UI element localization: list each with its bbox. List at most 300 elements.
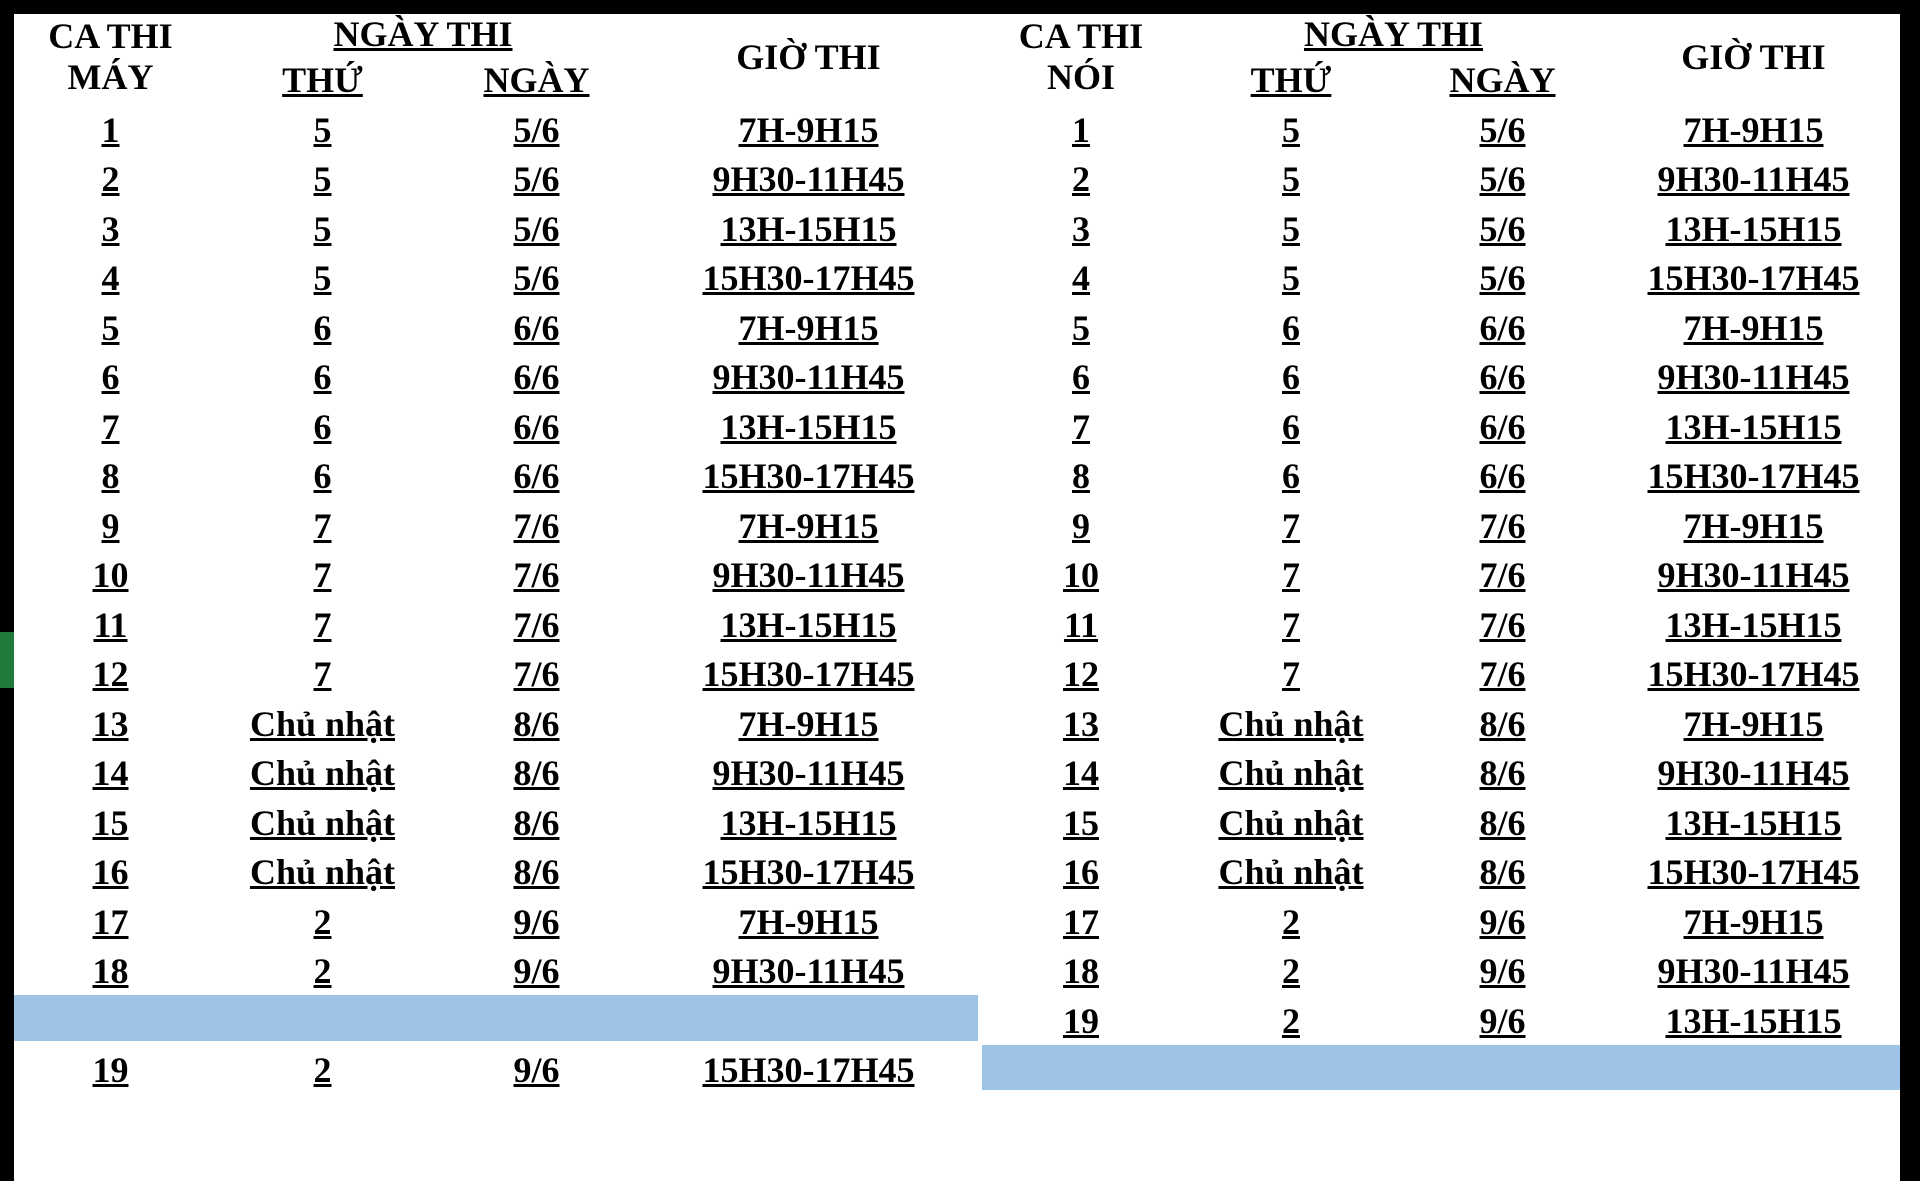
may-gio-value: 15H30-17H45 — [702, 1050, 915, 1090]
may-session-cell[interactable] — [14, 649, 207, 694]
may-gio-value: 9H30-11H45 — [712, 753, 905, 793]
noi-gio-value: 9H30-11H45 — [1657, 753, 1850, 793]
noi-thu-cell[interactable] — [1184, 797, 1398, 843]
noi-session-value: 6 — [1072, 357, 1090, 397]
may-ngay-cell[interactable] — [438, 896, 635, 942]
may-thu-value: 6 — [313, 357, 332, 397]
may-session-value: 14 — [92, 753, 129, 793]
may-thu-cell[interactable] — [211, 847, 434, 892]
may-session-cell[interactable] — [14, 550, 207, 595]
noi-gio-cell[interactable] — [1607, 401, 1900, 447]
may-thu-cell[interactable] — [211, 352, 434, 397]
noi-gio-value: 13H-15H15 — [1665, 407, 1842, 447]
may-ngay-cell[interactable] — [438, 698, 635, 744]
may-ngay-value: 5/6 — [513, 110, 560, 150]
noi-thu-value: 2 — [1282, 951, 1300, 991]
may-session-cell[interactable] — [14, 946, 207, 991]
noi-thu-cell[interactable] — [1184, 896, 1398, 942]
may-gio-cell[interactable] — [639, 1045, 978, 1090]
noi-ngay-value: 8/6 — [1479, 704, 1526, 744]
may-ngay-value: 6/6 — [513, 308, 560, 348]
may-gio-cell[interactable] — [639, 154, 978, 199]
noi-ngay-value: 8/6 — [1479, 753, 1526, 793]
may-thu-label: THỨ — [282, 60, 363, 100]
noi-thu-value: 5 — [1282, 258, 1300, 298]
noi-thu-value: 6 — [1282, 357, 1300, 397]
may-thu-cell[interactable] — [211, 104, 434, 150]
noi-gio-cell[interactable] — [1607, 797, 1900, 843]
noi-thu-value: 6 — [1282, 308, 1300, 348]
may-ngay-value: 6/6 — [513, 407, 560, 447]
may-gio-value: 7H-9H15 — [738, 506, 879, 546]
noi-session-value: 15 — [1063, 803, 1099, 843]
noi-session-value: 12 — [1063, 654, 1099, 694]
noi-gio-cell[interactable] — [1607, 550, 1900, 595]
may-thu-value: 2 — [313, 902, 332, 942]
may-gio-cell[interactable] — [639, 253, 978, 298]
may-ngay-value: 8/6 — [513, 753, 560, 793]
noi-gio-value: 13H-15H15 — [1665, 605, 1842, 645]
noi-gio-value: 7H-9H15 — [1683, 308, 1824, 348]
may-thu-value: 7 — [313, 555, 332, 595]
may-ngay-cell[interactable] — [438, 302, 635, 348]
may-thu-cell[interactable] — [211, 1045, 434, 1090]
may-session-value: 11 — [93, 605, 128, 645]
noi-ngay-value: 9/6 — [1479, 902, 1526, 942]
may-ngay-thi-label: NGÀY THI — [333, 14, 513, 52]
noi-session-value: 11 — [1063, 605, 1098, 645]
may-session-cell[interactable] — [14, 797, 207, 843]
noi-session-value: 14 — [1063, 753, 1099, 793]
may-thu-cell[interactable] — [211, 946, 434, 991]
noi-ngay-value: 6/6 — [1479, 308, 1526, 348]
may-gio-cell[interactable] — [639, 797, 978, 843]
noi-thu-value: 5 — [1282, 209, 1300, 249]
noi-thu-value: 5 — [1282, 110, 1300, 150]
noi-gio-value: 15H30-17H45 — [1647, 654, 1860, 694]
may-session-cell[interactable] — [14, 401, 207, 447]
may-gio-cell[interactable] — [639, 748, 978, 793]
noi-gio-value: 9H30-11H45 — [1657, 951, 1850, 991]
may-ngay-cell[interactable] — [438, 203, 635, 249]
noi-thu-cell[interactable] — [1184, 104, 1398, 150]
may-gio-value: 13H-15H15 — [720, 209, 897, 249]
noi-ngay-cell[interactable] — [1402, 203, 1603, 249]
noi-ngay-cell[interactable] — [1402, 500, 1603, 546]
noi-session-value: 2 — [1072, 159, 1090, 199]
noi-thu-cell[interactable] — [1184, 302, 1398, 348]
may-gio-value: 9H30-11H45 — [712, 159, 905, 199]
noi-ngay-value: 5/6 — [1479, 159, 1526, 199]
may-thu-cell[interactable] — [211, 451, 434, 496]
may-thu-value: 2 — [313, 951, 332, 991]
may-thu-cell[interactable] — [211, 550, 434, 595]
may-thu-cell[interactable] — [211, 253, 434, 298]
noi-ngay-cell[interactable] — [1402, 797, 1603, 843]
noi-thu-value: 5 — [1282, 159, 1300, 199]
may-session-cell[interactable] — [14, 253, 207, 298]
may-thu-cell[interactable] — [211, 154, 434, 199]
noi-thu-cell[interactable] — [1184, 451, 1398, 496]
may-session-cell[interactable] — [14, 896, 207, 942]
noi-session-cell[interactable] — [982, 550, 1180, 595]
may-session-value: 12 — [92, 654, 129, 694]
may-thu-value: Chủ nhật — [249, 704, 396, 744]
noi-session-value: 8 — [1072, 456, 1090, 496]
may-ngay-cell[interactable] — [438, 104, 635, 150]
noi-ngay-value: 7/6 — [1479, 654, 1526, 694]
noi-ngay-cell[interactable] — [1402, 649, 1603, 694]
noi-gio-cell[interactable] — [1607, 203, 1900, 249]
noi-thu-value: 7 — [1282, 555, 1300, 595]
noi-ngay-cell[interactable] — [1402, 154, 1603, 199]
noi-gio-cell[interactable] — [1607, 451, 1900, 496]
noi-gio-cell[interactable] — [1607, 104, 1900, 150]
noi-gio-cell[interactable] — [1607, 847, 1900, 892]
may-session-cell[interactable] — [14, 599, 207, 645]
noi-gio-cell[interactable] — [1607, 748, 1900, 793]
noi-gio-value: 9H30-11H45 — [1657, 159, 1850, 199]
noi-gio-cell[interactable] — [1607, 995, 1900, 1041]
may-session-cell[interactable] — [14, 352, 207, 397]
may-gio-cell[interactable] — [639, 104, 978, 150]
noi-gio-value: 7H-9H15 — [1683, 902, 1824, 942]
may-session-cell[interactable] — [14, 203, 207, 249]
may-session-value: 15 — [92, 803, 129, 843]
may-ngay-label: NGÀY — [483, 60, 590, 100]
may-gio-value: 15H30-17H45 — [702, 258, 915, 298]
noi-ngay-value: 5/6 — [1479, 110, 1526, 150]
noi-ngay-cell[interactable] — [1402, 599, 1603, 645]
noi-ngay-value: 6/6 — [1479, 456, 1526, 496]
may-session-cell[interactable] — [14, 847, 207, 892]
may-thu-cell[interactable] — [211, 797, 434, 843]
may-thu-cell[interactable] — [211, 748, 434, 793]
noi-gio-value: 7H-9H15 — [1683, 506, 1824, 546]
noi-gio-value: 9H30-11H45 — [1657, 357, 1850, 397]
noi-gio-value: 15H30-17H45 — [1647, 852, 1860, 892]
may-ngay-cell[interactable] — [438, 253, 635, 298]
may-gio-cell[interactable] — [639, 352, 978, 397]
noi-gio-cell[interactable] — [1607, 253, 1900, 298]
noi-ngay-label: NGÀY — [1449, 60, 1556, 100]
noi-session-value: 13 — [1063, 704, 1099, 744]
may-ngay-value: 7/6 — [513, 555, 560, 595]
noi-session-cell[interactable] — [982, 599, 1180, 645]
noi-thu-cell[interactable] — [1184, 500, 1398, 546]
noi-session-cell[interactable] — [982, 401, 1180, 447]
noi-ngay-cell[interactable] — [1402, 946, 1603, 991]
may-session-value: 5 — [101, 308, 120, 348]
noi-thu-cell[interactable] — [1184, 352, 1398, 397]
may-session-header — [14, 14, 207, 100]
noi-session-value: 19 — [1063, 1001, 1099, 1041]
may-ngay-cell[interactable] — [438, 401, 635, 447]
may-thu-value: 5 — [313, 159, 332, 199]
noi-ngay-value: 6/6 — [1479, 407, 1526, 447]
may-ngay-cell[interactable] — [438, 1045, 635, 1090]
may-ngay-value: 8/6 — [513, 803, 560, 843]
noi-ngay-cell[interactable] — [1402, 104, 1603, 150]
noi-thu-cell[interactable] — [1184, 748, 1398, 793]
may-thu-value: 5 — [313, 258, 332, 298]
may-session-value: 7 — [101, 407, 120, 447]
may-gio-value: 7H-9H15 — [738, 110, 879, 150]
noi-session-cell[interactable] — [982, 847, 1180, 892]
noi-ngay-cell[interactable] — [1402, 748, 1603, 793]
may-ngay-cell[interactable] — [438, 946, 635, 991]
noi-session-cell[interactable] — [982, 154, 1180, 199]
noi-session-cell[interactable] — [982, 203, 1180, 249]
noi-ngay-value: 8/6 — [1479, 803, 1526, 843]
may-session-cell[interactable] — [14, 500, 207, 546]
may-gio-value: 7H-9H15 — [738, 902, 879, 942]
noi-thu-cell[interactable] — [1184, 401, 1398, 447]
may-ngay-value: 5/6 — [513, 159, 560, 199]
may-ngay-value: 5/6 — [513, 258, 560, 298]
noi-gio-cell[interactable] — [1607, 599, 1900, 645]
may-gio-value: 15H30-17H45 — [702, 456, 915, 496]
noi-thu-value: 2 — [1282, 1001, 1300, 1041]
noi-ngay-cell[interactable] — [1402, 550, 1603, 595]
may-gio-value: 9H30-11H45 — [712, 951, 905, 991]
may-session-cell[interactable] — [14, 1045, 207, 1090]
may-session-cell[interactable] — [14, 104, 207, 150]
noi-session-cell[interactable] — [982, 500, 1180, 546]
exam-schedule-table — [14, 14, 1900, 1181]
noi-gio-cell[interactable] — [1607, 154, 1900, 199]
noi-gio-value: 7H-9H15 — [1683, 704, 1824, 744]
may-gio-cell[interactable] — [639, 500, 978, 546]
noi-ngay-value: 7/6 — [1479, 506, 1526, 546]
noi-session-cell[interactable] — [982, 451, 1180, 496]
may-gio-value: 9H30-11H45 — [712, 357, 905, 397]
noi-ngay-value: 5/6 — [1479, 258, 1526, 298]
may-gio-cell[interactable] — [639, 451, 978, 496]
may-session-header-line2: MÁY — [67, 57, 154, 97]
may-session-value: 17 — [92, 902, 129, 942]
noi-session-cell[interactable] — [982, 253, 1180, 298]
may-gio-cell[interactable] — [639, 946, 978, 991]
noi-ngay-cell[interactable] — [1402, 995, 1603, 1041]
noi-session-cell[interactable] — [982, 995, 1180, 1041]
may-session-value: 1 — [101, 110, 120, 150]
may-ngay-value: 5/6 — [513, 209, 560, 249]
may-ngay-cell[interactable] — [438, 599, 635, 645]
may-ngay-value: 8/6 — [513, 704, 560, 744]
may-gio-cell[interactable] — [639, 599, 978, 645]
may-gio-cell[interactable] — [639, 649, 978, 694]
noi-session-cell[interactable] — [982, 797, 1180, 843]
may-ngay-value: 9/6 — [513, 902, 560, 942]
noi-blank-band-row[interactable] — [982, 1045, 1900, 1090]
noi-gio-value: 7H-9H15 — [1683, 110, 1824, 150]
may-gio-cell[interactable] — [639, 550, 978, 595]
noi-ngay-value: 5/6 — [1479, 209, 1526, 249]
noi-thu-value: 7 — [1282, 605, 1300, 645]
noi-thu-cell[interactable] — [1184, 995, 1398, 1041]
may-thu-value: 5 — [313, 209, 332, 249]
may-ngay-value: 8/6 — [513, 852, 560, 892]
may-gio-value: 13H-15H15 — [720, 605, 897, 645]
noi-ngay-thi-header — [1184, 14, 1603, 52]
noi-thu-cell[interactable] — [1184, 946, 1398, 991]
noi-gio-cell[interactable] — [1607, 500, 1900, 546]
noi-ngay-value: 9/6 — [1479, 951, 1526, 991]
noi-gio-thi-header: GIỜ THI — [1607, 14, 1900, 100]
may-session-value: 19 — [92, 1050, 129, 1090]
may-ngay-cell[interactable] — [438, 748, 635, 793]
may-ngay-cell[interactable] — [438, 451, 635, 496]
noi-ngay-cell[interactable] — [1402, 451, 1603, 496]
may-session-cell[interactable] — [14, 451, 207, 496]
noi-thu-cell[interactable] — [1184, 599, 1398, 645]
noi-thu-value: 6 — [1282, 456, 1300, 496]
noi-thu-label: THỨ — [1250, 60, 1332, 100]
may-thu-value: Chủ nhật — [249, 852, 396, 892]
noi-thu-value: Chủ nhật — [1218, 704, 1364, 744]
noi-ngay-cell[interactable] — [1402, 896, 1603, 942]
may-thu-cell[interactable] — [211, 599, 434, 645]
noi-thu-cell[interactable] — [1184, 649, 1398, 694]
may-thu-cell[interactable] — [211, 302, 434, 348]
noi-thu-cell[interactable] — [1184, 698, 1398, 744]
noi-session-value: 10 — [1063, 555, 1099, 595]
noi-thu-cell[interactable] — [1184, 253, 1398, 298]
noi-session-cell[interactable] — [982, 698, 1180, 744]
noi-gio-cell[interactable] — [1607, 649, 1900, 694]
may-session-cell[interactable] — [14, 748, 207, 793]
noi-thu-cell[interactable] — [1184, 154, 1398, 199]
noi-thu-cell[interactable] — [1184, 847, 1398, 892]
noi-gio-cell[interactable] — [1607, 946, 1900, 991]
noi-gio-cell[interactable] — [1607, 896, 1900, 942]
may-gio-cell[interactable] — [639, 401, 978, 447]
may-ngay-cell[interactable] — [438, 500, 635, 546]
noi-gio-value: 15H30-17H45 — [1647, 258, 1860, 298]
may-thu-cell[interactable] — [211, 698, 434, 744]
noi-thu-value: Chủ nhật — [1218, 753, 1364, 793]
row-selection-marker — [0, 632, 14, 688]
may-thu-value: 7 — [313, 605, 332, 645]
noi-gio-cell[interactable] — [1607, 698, 1900, 744]
may-thu-value: 6 — [313, 308, 332, 348]
may-gio-cell[interactable] — [639, 302, 978, 348]
noi-session-cell[interactable] — [982, 946, 1180, 991]
noi-session-cell[interactable] — [982, 302, 1180, 348]
may-blank-band-row[interactable] — [14, 995, 978, 1041]
noi-session-value: 16 — [1063, 852, 1099, 892]
noi-session-cell[interactable] — [982, 104, 1180, 150]
noi-gio-cell[interactable] — [1607, 302, 1900, 348]
may-session-value: 13 — [92, 704, 129, 744]
may-gio-value: 15H30-17H45 — [702, 654, 915, 694]
may-gio-cell[interactable] — [639, 847, 978, 892]
may-thu-value: 7 — [313, 654, 332, 694]
noi-thu-value: 2 — [1282, 902, 1300, 942]
noi-thu-cell[interactable] — [1184, 203, 1398, 249]
may-session-header-line1: CA THI — [48, 15, 173, 56]
may-ngay-cell[interactable] — [438, 649, 635, 694]
noi-session-value: 7 — [1072, 407, 1090, 447]
noi-thu-value: 7 — [1282, 506, 1300, 546]
may-gio-cell[interactable] — [639, 203, 978, 249]
noi-session-value: 5 — [1072, 308, 1090, 348]
noi-gio-cell[interactable] — [1607, 352, 1900, 397]
noi-thu-value: Chủ nhật — [1218, 852, 1364, 892]
noi-session-value: 1 — [1072, 110, 1090, 150]
noi-session-header — [982, 14, 1180, 100]
may-gio-cell[interactable] — [639, 896, 978, 942]
may-session-value: 18 — [92, 951, 129, 991]
may-ngay-value: 9/6 — [513, 951, 560, 991]
noi-session-cell[interactable] — [982, 649, 1180, 694]
may-thu-cell[interactable] — [211, 649, 434, 694]
may-thu-value: 6 — [313, 407, 332, 447]
noi-session-value: 9 — [1072, 506, 1090, 546]
may-ngay-thi-header — [211, 14, 635, 52]
may-session-cell[interactable] — [14, 302, 207, 348]
may-thu-cell[interactable] — [211, 896, 434, 942]
noi-ngay-value: 8/6 — [1479, 852, 1526, 892]
may-thu-value: Chủ nhật — [249, 803, 396, 843]
may-gio-value: 9H30-11H45 — [712, 555, 905, 595]
may-ngay-cell[interactable] — [438, 352, 635, 397]
may-thu-value: 5 — [313, 110, 332, 150]
may-ngay-cell[interactable] — [438, 154, 635, 199]
noi-session-cell[interactable] — [982, 896, 1180, 942]
noi-ngay-cell[interactable] — [1402, 253, 1603, 298]
noi-session-cell[interactable] — [982, 352, 1180, 397]
may-session-value: 3 — [101, 209, 120, 249]
may-ngay-value: 7/6 — [513, 605, 560, 645]
may-ngay-value: 7/6 — [513, 506, 560, 546]
may-ngay-cell[interactable] — [438, 847, 635, 892]
noi-session-value: 3 — [1072, 209, 1090, 249]
may-ngay-cell[interactable] — [438, 797, 635, 843]
noi-ngay-cell[interactable] — [1402, 302, 1603, 348]
noi-ngay-cell[interactable] — [1402, 698, 1603, 744]
may-session-value: 4 — [101, 258, 120, 298]
may-session-value: 16 — [92, 852, 129, 892]
may-session-value: 2 — [101, 159, 120, 199]
may-gio-value: 15H30-17H45 — [702, 852, 915, 892]
may-session-value: 8 — [101, 456, 120, 496]
noi-ngay-cell[interactable] — [1402, 401, 1603, 447]
may-ngay-value: 6/6 — [513, 357, 560, 397]
noi-session-header-line1: CA THI — [1018, 15, 1144, 56]
may-thu-value: Chủ nhật — [249, 753, 396, 793]
may-thu-cell[interactable] — [211, 401, 434, 447]
noi-thu-cell[interactable] — [1184, 550, 1398, 595]
may-gio-value: 7H-9H15 — [738, 308, 879, 348]
may-session-cell[interactable] — [14, 698, 207, 744]
may-thu-cell[interactable] — [211, 203, 434, 249]
may-session-value: 6 — [101, 357, 120, 397]
may-gio-value: 7H-9H15 — [738, 704, 879, 744]
noi-ngay-value: 7/6 — [1479, 555, 1526, 595]
may-session-cell[interactable] — [14, 154, 207, 199]
may-gio-cell[interactable] — [639, 698, 978, 744]
may-thu-cell[interactable] — [211, 500, 434, 546]
noi-ngay-cell[interactable] — [1402, 847, 1603, 892]
noi-ngay-cell[interactable] — [1402, 352, 1603, 397]
may-ngay-cell[interactable] — [438, 550, 635, 595]
may-ngay-value: 9/6 — [513, 1050, 560, 1090]
noi-session-cell[interactable] — [982, 748, 1180, 793]
noi-session-value: 18 — [1063, 951, 1099, 991]
noi-gio-value: 15H30-17H45 — [1647, 456, 1860, 496]
